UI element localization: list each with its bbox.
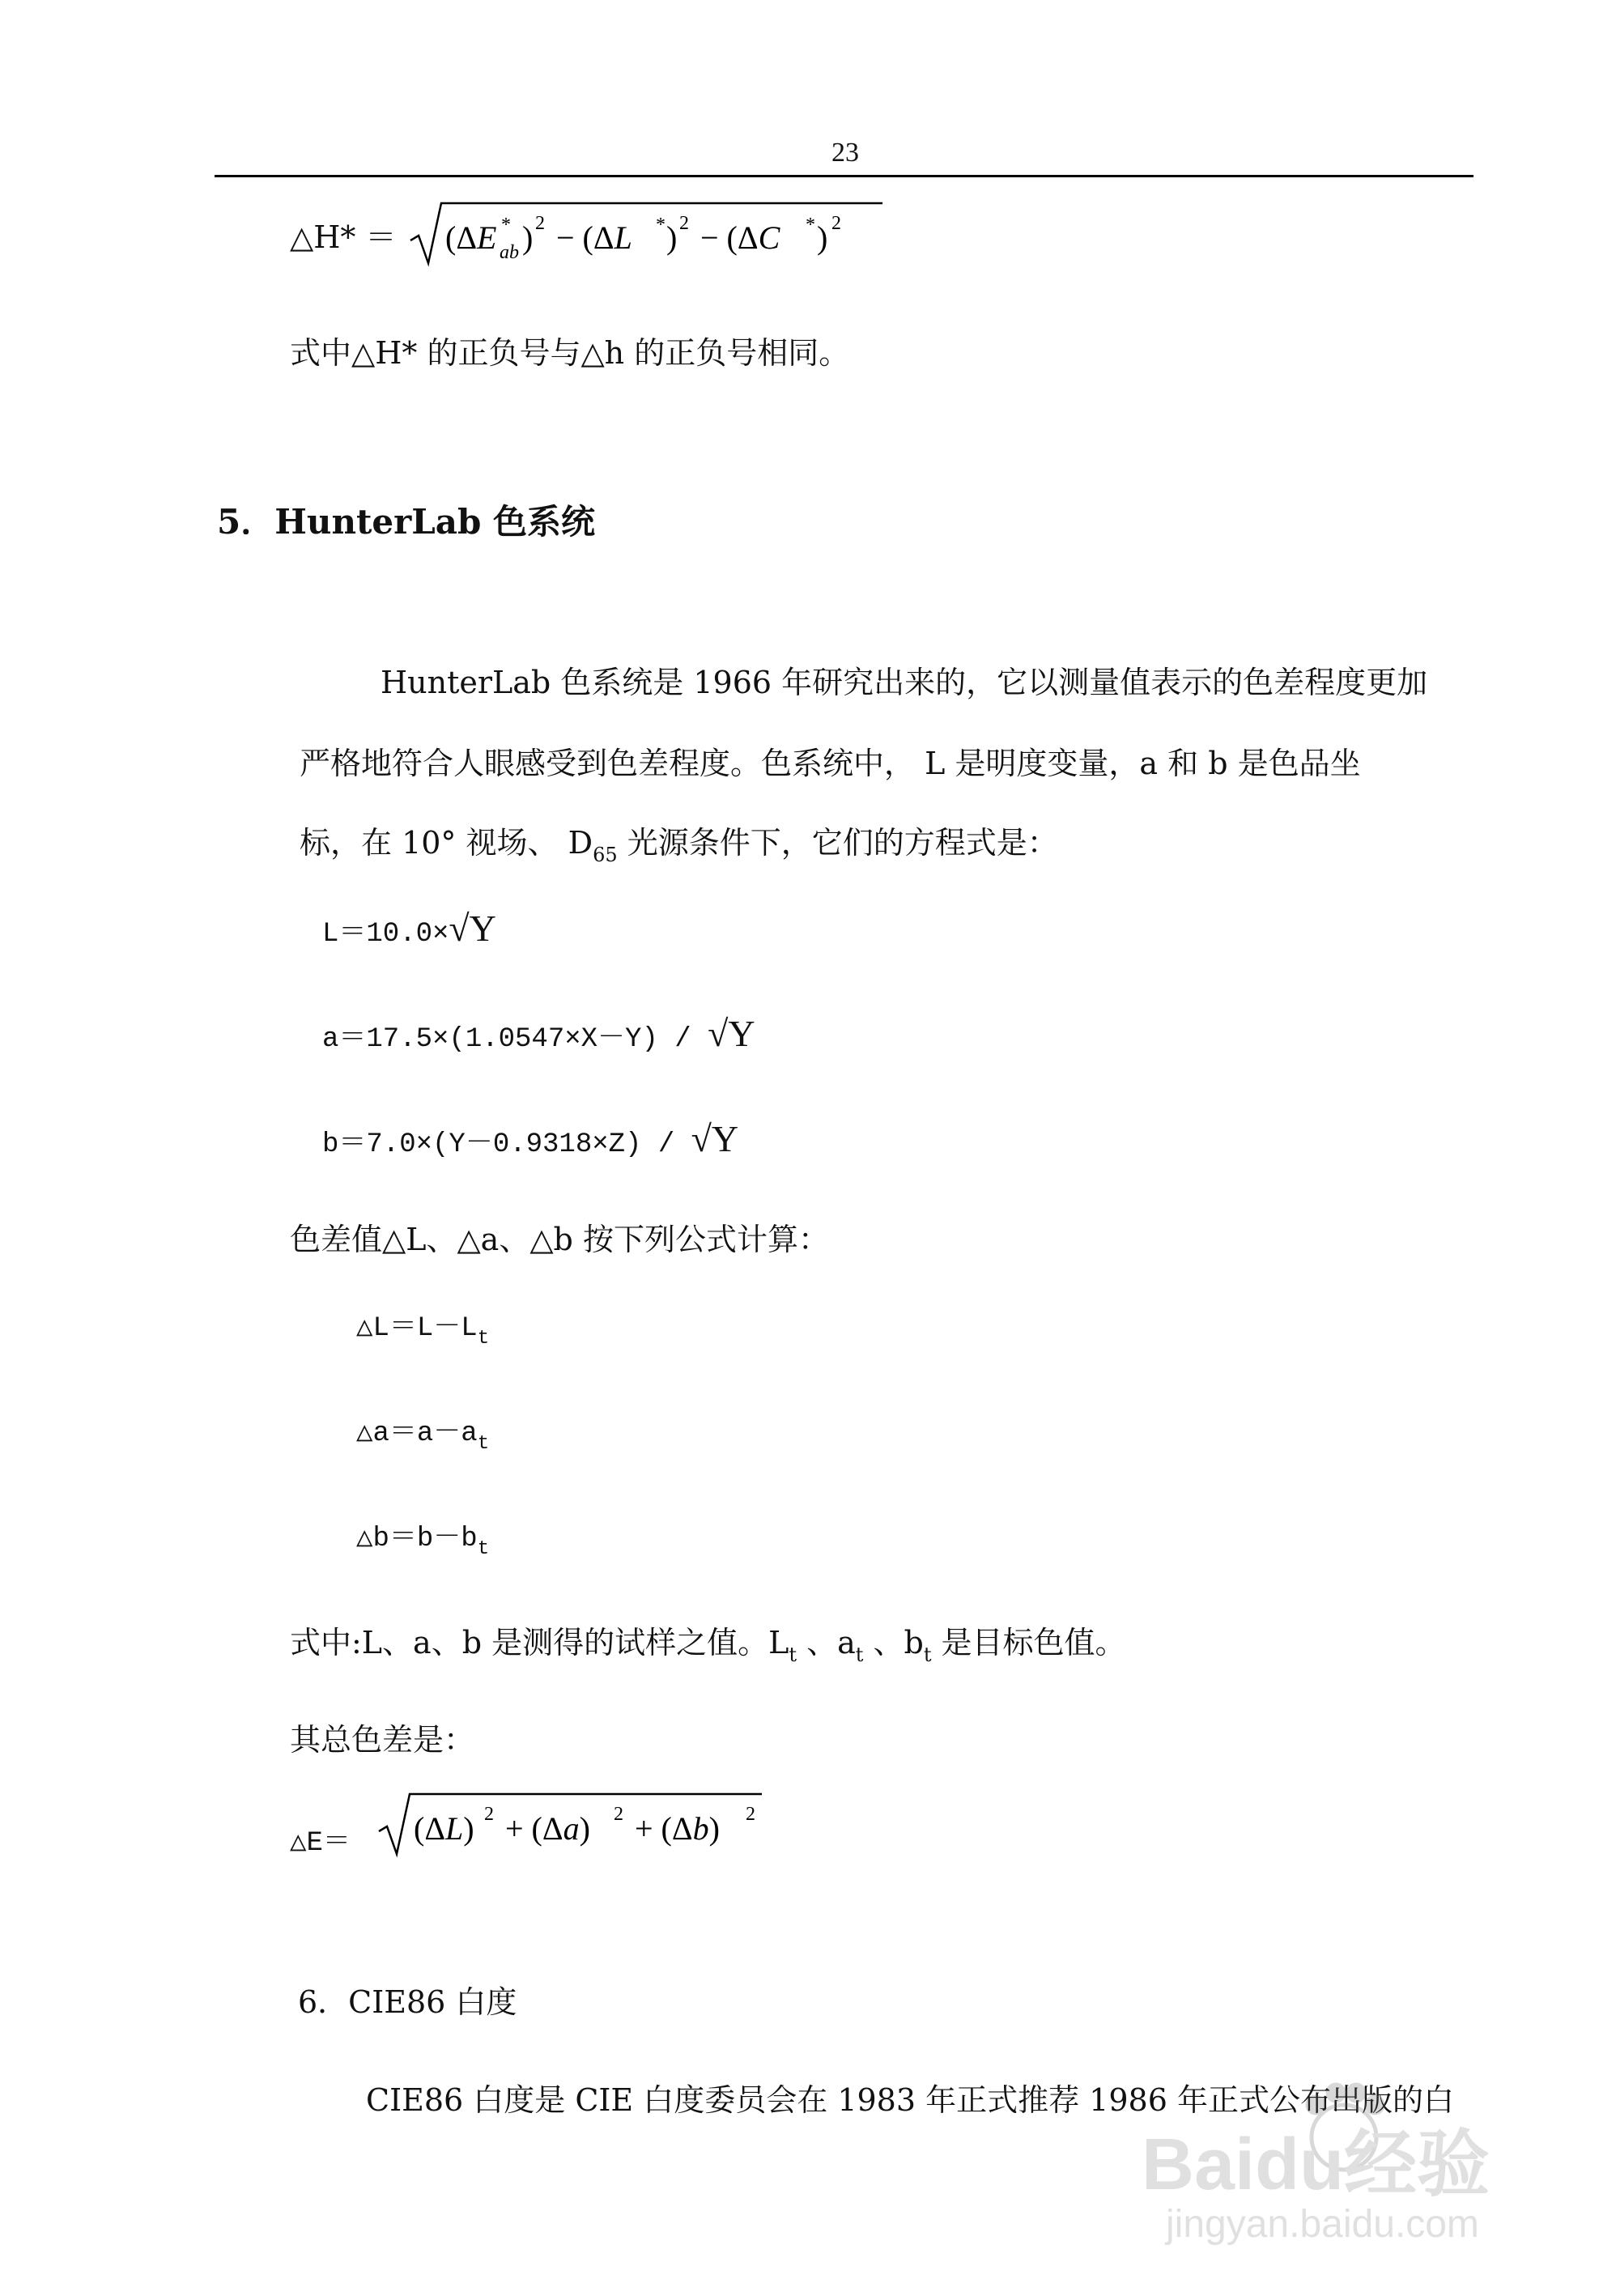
baidu-jingyan-watermark xyxy=(1133,2073,1538,2267)
formula-dE-lhs: △E＝ xyxy=(290,1828,351,1859)
equation-b-text: b＝7.0×(Y－0.9318×Z) / xyxy=(322,1129,691,1160)
svg-text:2: 2 xyxy=(484,1804,494,1825)
equation-L xyxy=(322,907,496,950)
section-5-paragraph-line-2: 严格地符合人眼感受到色差程度。色系统中， L 是明度变量，a 和 b 是色品坐 xyxy=(300,746,1361,781)
equation-a-text: a＝17.5×(1.0547×X－Y) / xyxy=(322,1024,708,1055)
section-5-paragraph-line-3 xyxy=(300,818,1058,866)
page-number: 23 xyxy=(831,138,859,168)
equation-a xyxy=(322,1012,755,1055)
section-6-heading: 6．CIE86 白度 xyxy=(298,1984,517,2020)
formula-dH-lhs: △H* ＝ xyxy=(290,219,397,255)
svg-text:*: * xyxy=(806,215,815,236)
formula-dH-rhs xyxy=(409,198,887,274)
equation-L-text: L＝10.0× xyxy=(322,919,449,950)
where-part-3: 、b xyxy=(863,1625,924,1660)
sqrt-Y-b: √Y xyxy=(691,1118,739,1159)
total-difference-intro: 其总色差是： xyxy=(290,1722,475,1758)
svg-text:− (ΔC: − (ΔC xyxy=(700,219,780,256)
subscript-t: t xyxy=(855,1643,864,1666)
sqrt-Y-a: √Y xyxy=(708,1013,755,1054)
where-part-4: 是目标色值。 xyxy=(931,1625,1126,1660)
subscript-t: t xyxy=(923,1643,932,1666)
section-5-paragraph-line-1: HunterLab 色系统是 1966 年研究出来的，它以测量值表示的色差程度更加 xyxy=(381,665,1428,700)
svg-text:+ (Δa): + (Δa) xyxy=(505,1810,590,1847)
where-part-2: 、a xyxy=(797,1625,856,1660)
subscript-t: t xyxy=(477,1433,490,1455)
paragraph-line-3-end: 光源条件下，它们的方程式是： xyxy=(617,825,1058,861)
svg-text:(ΔL): (ΔL) xyxy=(414,1810,474,1847)
svg-text:*: * xyxy=(656,215,666,236)
equation-da xyxy=(356,1409,489,1455)
sign-note: 式中△H* 的正负号与△h 的正负号相同。 xyxy=(290,335,850,371)
svg-text:*: * xyxy=(501,215,511,236)
sqrt-Y-L: √Y xyxy=(449,908,496,949)
difference-intro: 色差值△L、△a、△b 按下列公式计算： xyxy=(290,1222,829,1257)
subscript-t: t xyxy=(789,1643,797,1666)
svg-text:2: 2 xyxy=(831,213,841,234)
svg-text:2: 2 xyxy=(746,1804,755,1825)
svg-text:− (ΔL: − (ΔL xyxy=(556,219,632,256)
formula-dE-rhs xyxy=(377,1789,766,1865)
paragraph-line-3-start: 标，在 10° 视场、 D xyxy=(300,825,593,861)
subscript-t: t xyxy=(477,1538,490,1560)
equation-da-text: △a＝a－a xyxy=(356,1418,478,1449)
subscript-t: t xyxy=(477,1328,490,1350)
equation-b xyxy=(322,1117,738,1160)
equation-db xyxy=(356,1514,489,1560)
svg-text:(ΔE: (ΔE xyxy=(445,219,497,256)
watermark-url: jingyan.baidu.com xyxy=(1166,2203,1479,2246)
watermark-logo-text: Baidu经验 xyxy=(1142,2124,1491,2205)
svg-text:): ) xyxy=(522,219,534,256)
svg-text:2: 2 xyxy=(535,213,545,234)
svg-text:ab: ab xyxy=(500,242,519,263)
equation-dL xyxy=(356,1303,489,1350)
section-6-paragraph-line-1: CIE86 白度是 CIE 白度委员会在 1983 年正式推荐 1986 年正式公布出版的白 xyxy=(366,2082,1454,2118)
where-explanation xyxy=(290,1618,1126,1666)
where-part-1: 式中:L、a、b 是测得的试样之值。L xyxy=(290,1625,789,1660)
section-5-heading: 5．HunterLab 色系统 xyxy=(217,502,595,542)
equation-dL-text: △L＝L－L xyxy=(356,1313,478,1344)
svg-text:): ) xyxy=(666,219,678,256)
svg-text:2: 2 xyxy=(679,213,689,234)
d65-subscript: 65 xyxy=(593,844,618,866)
equation-db-text: △b＝b－b xyxy=(356,1524,478,1554)
header-rule xyxy=(215,175,1474,177)
svg-text:): ) xyxy=(817,219,828,256)
svg-text:2: 2 xyxy=(614,1804,623,1825)
svg-text:+ (Δb): + (Δb) xyxy=(635,1810,720,1847)
